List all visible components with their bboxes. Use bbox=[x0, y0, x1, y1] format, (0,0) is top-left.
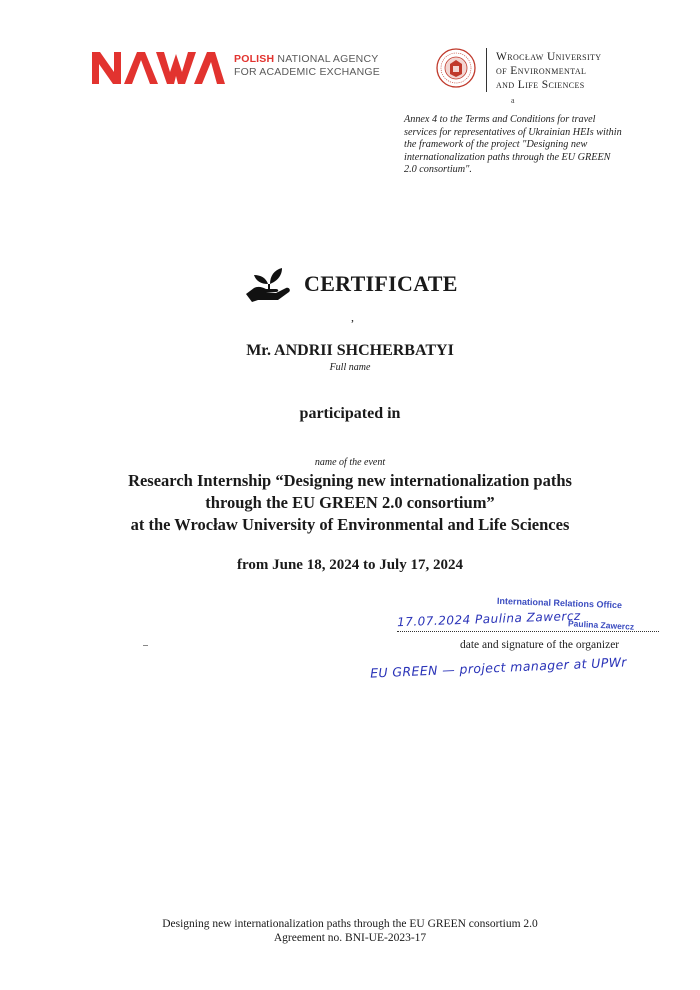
tiny-mark: a bbox=[511, 96, 515, 105]
event-line-1: Research Internship “Designing new internationalization paths bbox=[128, 471, 572, 490]
dash-mark bbox=[143, 645, 148, 646]
nawa-tagline bbox=[234, 53, 380, 79]
handwritten-note: EU GREEN — project manager at UPWr bbox=[369, 654, 628, 681]
university-line2: of Environmental bbox=[496, 65, 587, 77]
event-name-label: name of the event bbox=[314, 457, 386, 468]
office-stamp: International Relations Office bbox=[496, 595, 623, 611]
signature-line bbox=[397, 628, 659, 632]
event-dates: from June 18, 2024 to July 17, 2024 bbox=[237, 557, 463, 573]
nawa-logo bbox=[90, 48, 225, 86]
university-line1: Wrocław University bbox=[496, 51, 602, 63]
university-seal-icon bbox=[436, 48, 476, 88]
university-line3: and Life Sciences bbox=[496, 79, 585, 91]
nawa-tagline-rest: NATIONAL AGENCY bbox=[277, 53, 379, 65]
event-line-2: through the EU GREEN 2.0 consortium” bbox=[205, 493, 495, 512]
nawa-tagline-strong: POLISH bbox=[234, 53, 275, 65]
nawa-tagline-line2: FOR ACADEMIC EXCHANGE bbox=[234, 66, 380, 78]
participated-text: participated in bbox=[299, 405, 401, 422]
university-name bbox=[496, 50, 601, 92]
plant-in-hand-icon bbox=[244, 264, 294, 304]
annex-line-3: the framework of the project "Designing new bbox=[404, 139, 588, 150]
annex-note bbox=[404, 114, 654, 177]
footer bbox=[0, 917, 700, 945]
handwritten-signature: 17.07.2024 Paulina Zawercz bbox=[396, 608, 581, 630]
recipient-name: Mr. ANDRII SHCHERBATYI bbox=[246, 342, 454, 359]
event-line-3: at the Wrocław University of Environmental and Life Sciences bbox=[130, 515, 570, 534]
stray-mark: , bbox=[351, 310, 354, 324]
annex-line-1: Annex 4 to the Terms and Conditions for travel bbox=[404, 114, 596, 125]
event-title bbox=[0, 470, 700, 536]
full-name-label: Full name bbox=[329, 362, 371, 373]
annex-line-2: services for representatives of Ukrainian HEIs within bbox=[404, 126, 622, 138]
footer-line-1: Designing new internationalization paths through the EU GREEN consortium 2.0 bbox=[162, 918, 538, 930]
certificate-heading bbox=[244, 264, 458, 304]
header-divider bbox=[486, 48, 487, 92]
annex-line-5: 2.0 consortium". bbox=[404, 164, 472, 175]
stamp-name: Paulina Zawercz bbox=[567, 618, 635, 632]
annex-line-4: internationalization paths through the EU GREEN bbox=[404, 151, 611, 163]
footer-line-2: Agreement no. BNI-UE-2023-17 bbox=[273, 932, 427, 944]
certificate-title: CERTIFICATE bbox=[304, 271, 458, 296]
signature-caption: date and signature of the organizer bbox=[460, 639, 620, 651]
